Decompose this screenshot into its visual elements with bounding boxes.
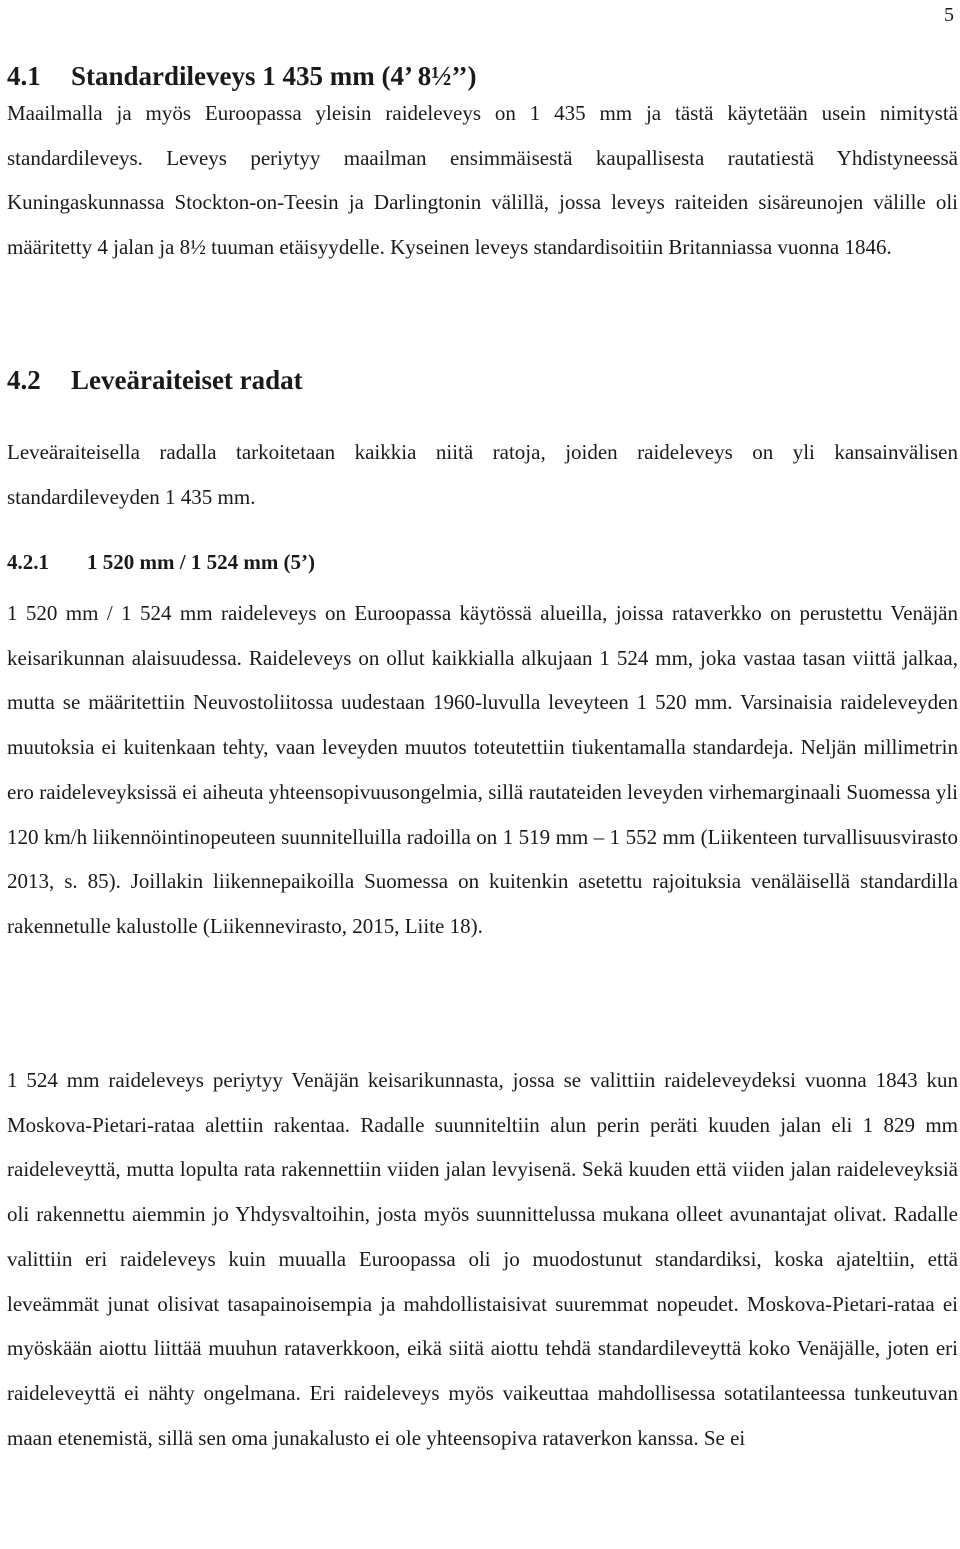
section-title: Leveäraiteiset radat — [71, 365, 303, 395]
paragraph-1524-history: 1 524 mm raideleveys periytyy Venäjän keisarikunnasta, jossa se valittiin raideleveydeksi vuonna 1843 kun Moskova-Pietari-rataa alettiin rakentaa. Radalle suunniteltiin alun perin peräti kuuden jalan eli 1 829 mm raideleveyttä, mutta lopulta rata rakennettiin viiden jalan levyisenä. Sekä kuuden että viiden jalan raideleveyksiä oli rakennettu aiemmin jo Yhdysvaltoihin, josta myös suunnittelussa mukana olleet avunantajat olivat. Radalle valittiin eri raideleveys kuin muualla Euroopassa oli jo muodostunut standardiksi, koska ajateltiin, että leveämmät junat olisivat tasapainoisempia ja mahdollistaisivat suuremmat nopeudet. Moskova-Pietari-rataa ei myöskään aiottu liittää muuhun rataverkkoon, eikä siitä aiottu tehdä standardileveyttä koko Venäjälle, joten eri raideleveyttä ei nähty ongelmana. Eri raideleveys myös vaikeuttaa mahdollisessa sotatilanteessa tunkeutuvan maan etenemistä, sillä sen oma junakalusto ei ole yhteensopiva rataverkon kanssa. Se ei — [7, 1068, 958, 1450]
section-number: 4.1 — [7, 61, 41, 91]
paragraph-broad-gauge: Leveäraiteisella radalla tarkoitetaan kaikkia niitä ratoja, joiden raideleveys on yli kansainvälisen standardileveyden 1 435 mm. — [7, 440, 958, 509]
section-heading-4-1 — [7, 60, 476, 92]
section-title: Standardileveys 1 435 mm (4’ 8½’’) — [71, 61, 477, 91]
subsection-heading-4-2-1 — [7, 548, 315, 576]
section-number: 4.2 — [7, 365, 41, 395]
section-heading-4-2 — [7, 364, 303, 396]
subsection-number: 4.2.1 — [7, 550, 49, 574]
paragraph-1520-gauge: 1 520 mm / 1 524 mm raideleveys on Euroopassa käytössä alueilla, joissa rataverkko on perustettu Venäjän keisarikunnan alaisuudessa. Raideleveys on ollut kaikkialla alkujaan 1 524 mm, joka vastaa tasan viittä jalkaa, mutta se määritettiin Neuvostoliitossa uudestaan 1960-luvulla leveyteen 1 520 mm. Varsinaisia raideleveyden muutoksia ei kuitenkaan tehty, vaan leveyden muutos toteutettiin tiukentamalla standardeja. Neljän millimetrin ero raideleveyksissä ei aiheuta yhteensopivuusongelmia, sillä rautateiden leveyden virhemarginaali Suomessa yli 120 km/h liikennöintinopeuteen suunnitelluilla radoilla on 1 519 mm – 1 552 mm (Liikenteen turvallisuusvirasto 2013, s. 85). Joillakin liikennepaikoilla Suomessa on kuitenkin asetettu rajoituksia venäläisellä standardilla rakennetulle kalustolle (Liikennevirasto, 2015, Liite 18). — [7, 601, 958, 938]
paragraph-standard-gauge: Maailmalla ja myös Euroopassa yleisin raideleveys on 1 435 mm ja tästä käytetään usein nimitystä standardileveys. Leveys periytyy maailman ensimmäisestä kaupallisesta rautatiestä Yhdistyneessä Kuningaskunnassa Stockton-on-Teesin ja Darlingtonin välillä, jossa leveys raiteiden sisäreunojen välille oli määritetty 4 jalan ja 8½ tuuman etäisyydelle. Kyseinen leveys standardisoitiin Britanniassa vuonna 1846. — [7, 101, 958, 260]
subsection-title: 1 520 mm / 1 524 mm (5’) — [87, 550, 316, 574]
page-number: 5 — [944, 4, 954, 26]
